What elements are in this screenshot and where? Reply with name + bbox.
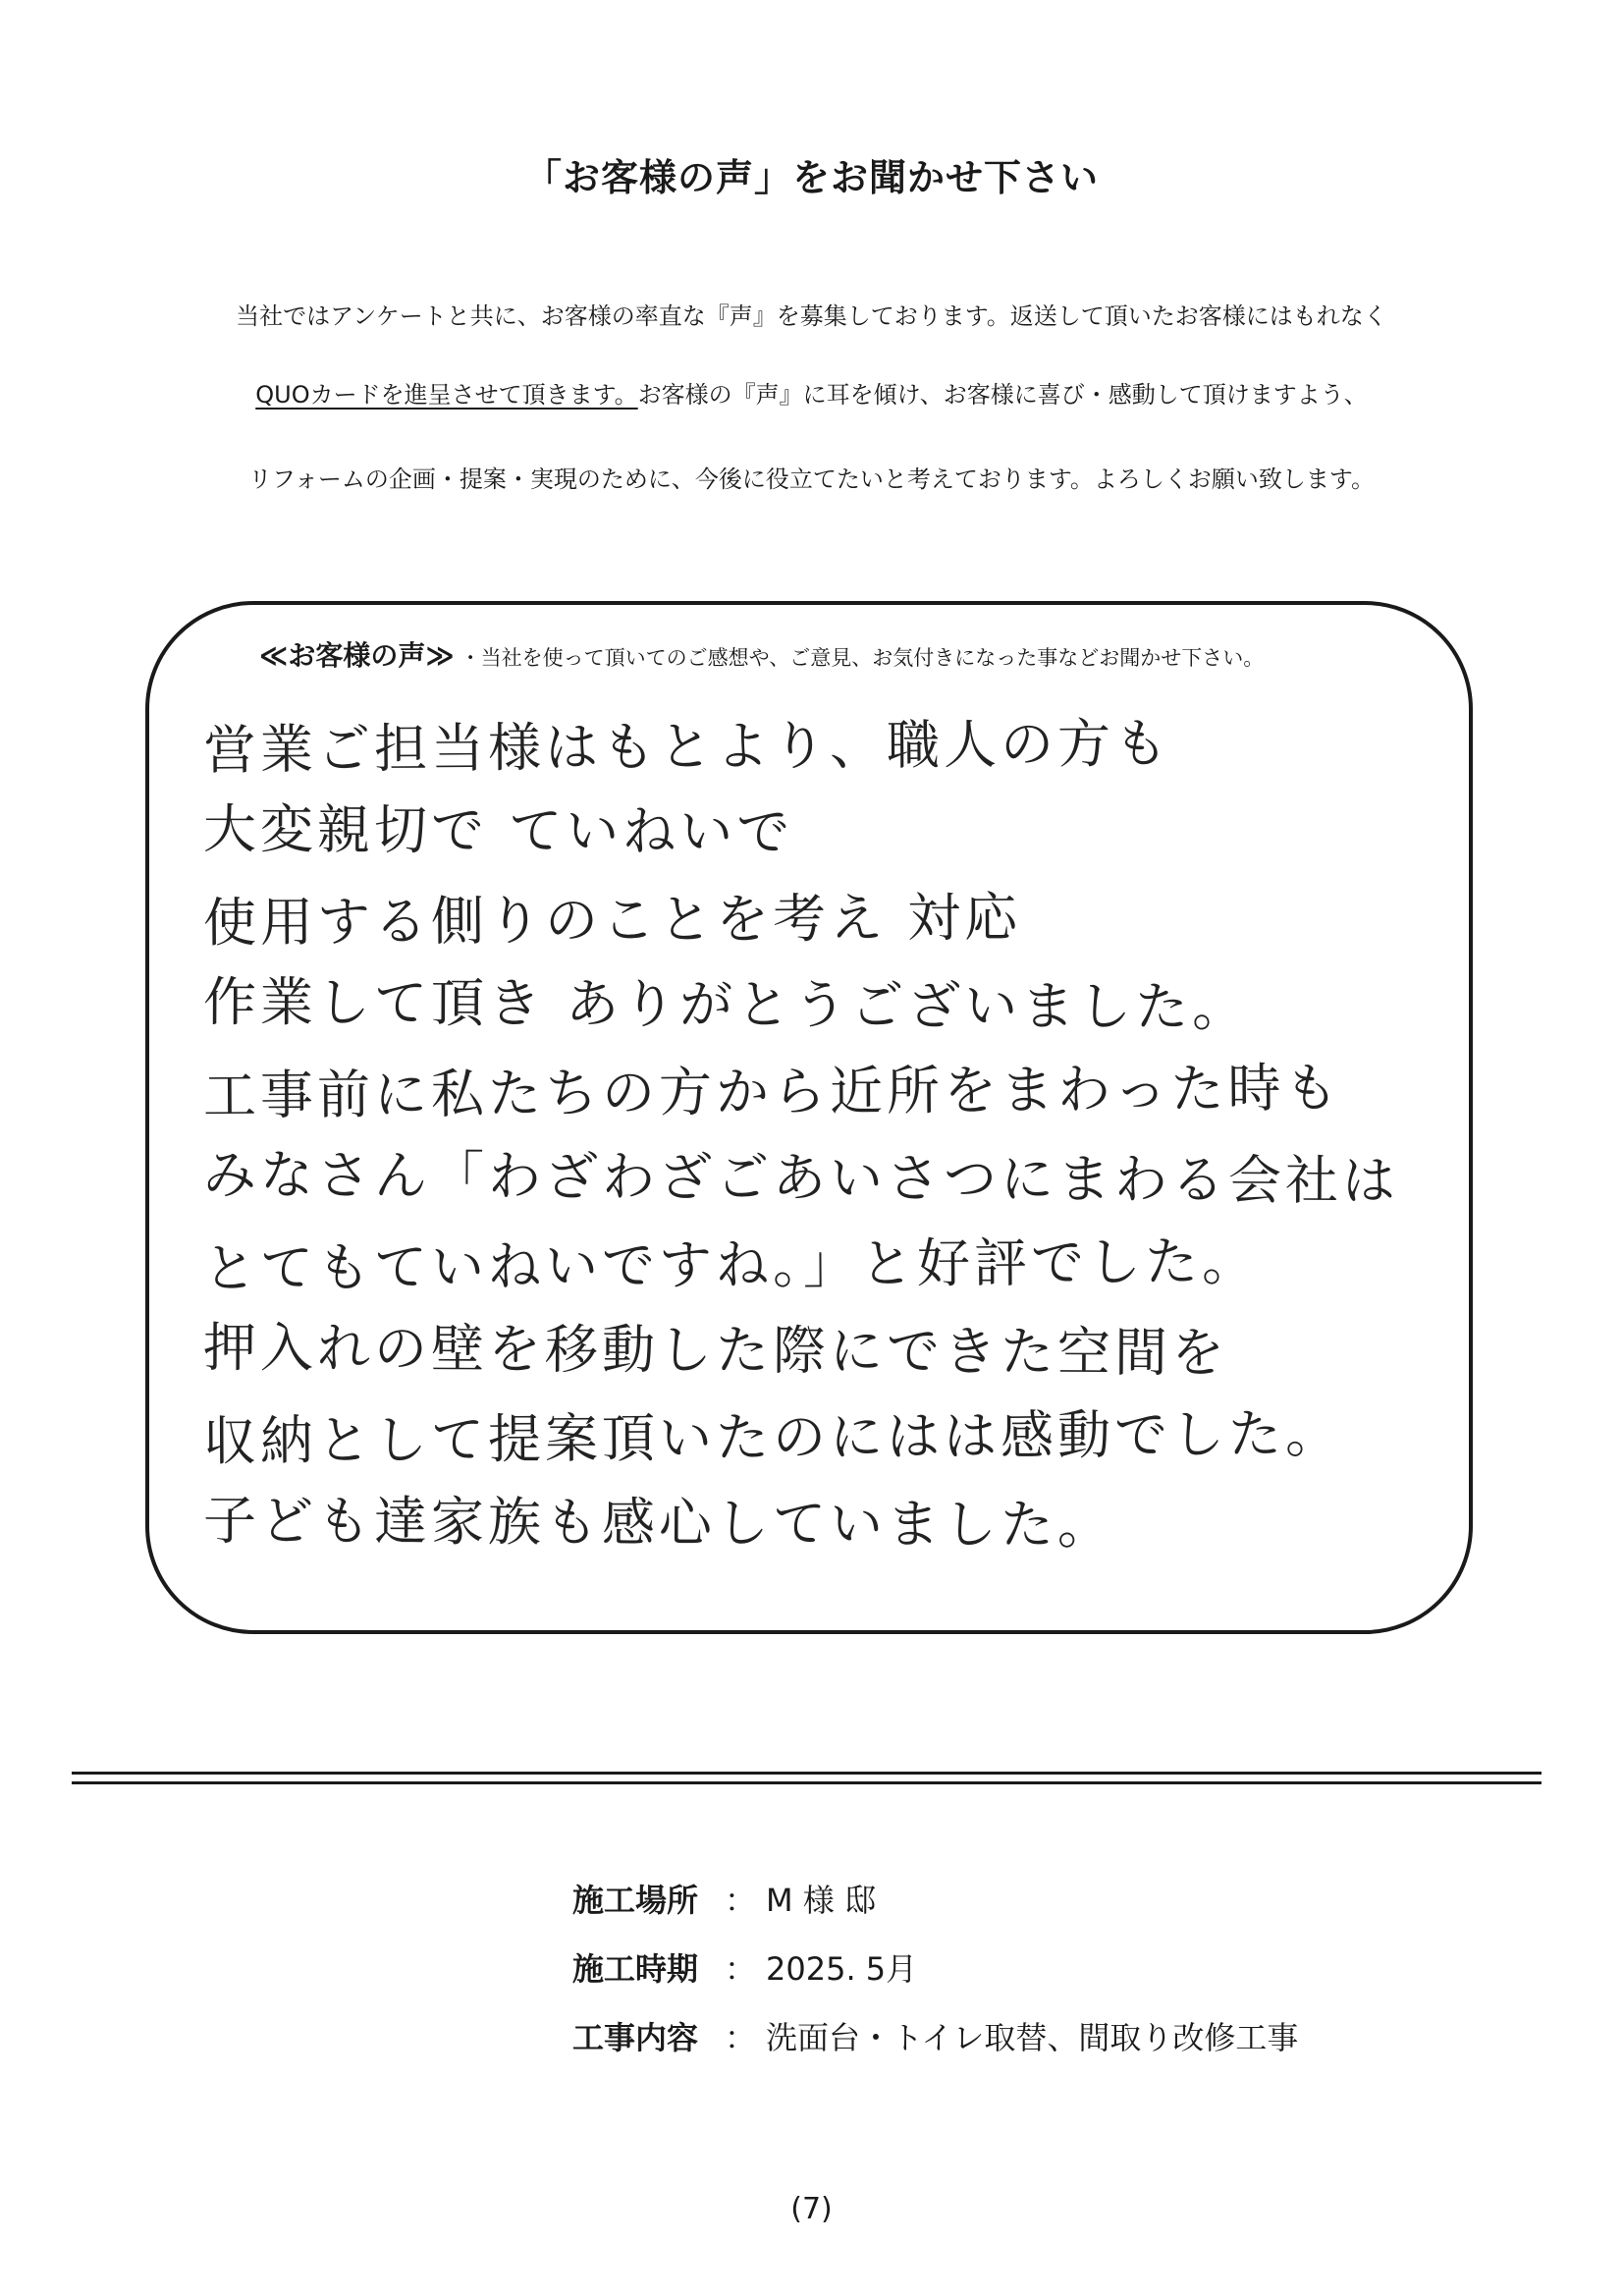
info-separator: ：	[724, 1882, 756, 1919]
handwritten-line: 営業ご担当様はもとより、職人の方も	[202, 712, 1172, 782]
handwritten-line: 使用する側りのことを考え 対応	[202, 886, 1022, 955]
intro-line-1: 当社ではアンケートと共に、お客様の率直な『声』を募集しております。返送して頂いたお客様にはもれなく	[236, 302, 1387, 330]
project-info	[572, 1866, 1298, 2072]
intro-line-2-rest: お客様の『声』に耳を傾け、お客様に喜び・感動して頂けますよう、	[637, 381, 1368, 409]
info-row-period	[572, 1935, 1298, 2003]
info-separator: ：	[724, 2019, 756, 2056]
info-label: 施工時期	[572, 1950, 699, 1988]
handwritten-line: 大変親切で ていねいで	[202, 797, 794, 863]
info-label: 工事内容	[572, 2019, 699, 2056]
divider-rule-top	[72, 1772, 1542, 1775]
handwritten-line: 子ども達家族も感心していました。	[202, 1489, 1115, 1557]
handwritten-line: 押入れの壁を移動した際にできた空間を	[202, 1316, 1229, 1385]
info-value: 洗面台・トイレ取替、間取り改修工事	[766, 2019, 1299, 2056]
info-label: 施工場所	[572, 1882, 699, 1919]
voice-box-header	[259, 634, 1264, 674]
info-separator: ：	[724, 1950, 756, 1988]
handwritten-line: みなさん「わざわざごあいさつにまわる会社は	[202, 1143, 1400, 1213]
page-title: 「お客様の声」をお聞かせ下さい	[523, 156, 1099, 199]
page-number: (7)	[790, 2192, 833, 2226]
info-row-location	[572, 1866, 1298, 1935]
handwritten-line: 作業して頂き ありがとうございました。	[202, 970, 1250, 1039]
handwritten-line: 工事前に私たちの方から近所をまわった時も	[202, 1057, 1342, 1127]
info-value: 2025. 5月	[766, 1950, 918, 1988]
customer-voice-box	[145, 601, 1473, 1634]
handwritten-comment	[203, 703, 1421, 1567]
intro-line-2	[0, 375, 1623, 410]
voice-box-label: ≪お客様の声≫	[259, 639, 455, 672]
info-value: M 様 邸	[766, 1882, 876, 1919]
handwritten-line: とてもていねいですね。」と好評でした。	[202, 1230, 1260, 1300]
quo-card-offer: QUOカードを進呈させて頂きます。	[255, 381, 638, 409]
divider-rule-bottom	[72, 1781, 1542, 1784]
voice-box-prompt: ・当社を使って頂いてのご感想や、ご意見、お気付きになった事などお聞かせ下さい。	[460, 646, 1265, 670]
info-row-work	[572, 2003, 1298, 2072]
handwritten-line: 収納として提案頂いたのにはは感動でした。	[202, 1402, 1343, 1473]
intro-line-3: リフォームの企画・提案・実現のために、今後に役立てたいと考えております。よろしくお願い致します。	[248, 465, 1375, 493]
